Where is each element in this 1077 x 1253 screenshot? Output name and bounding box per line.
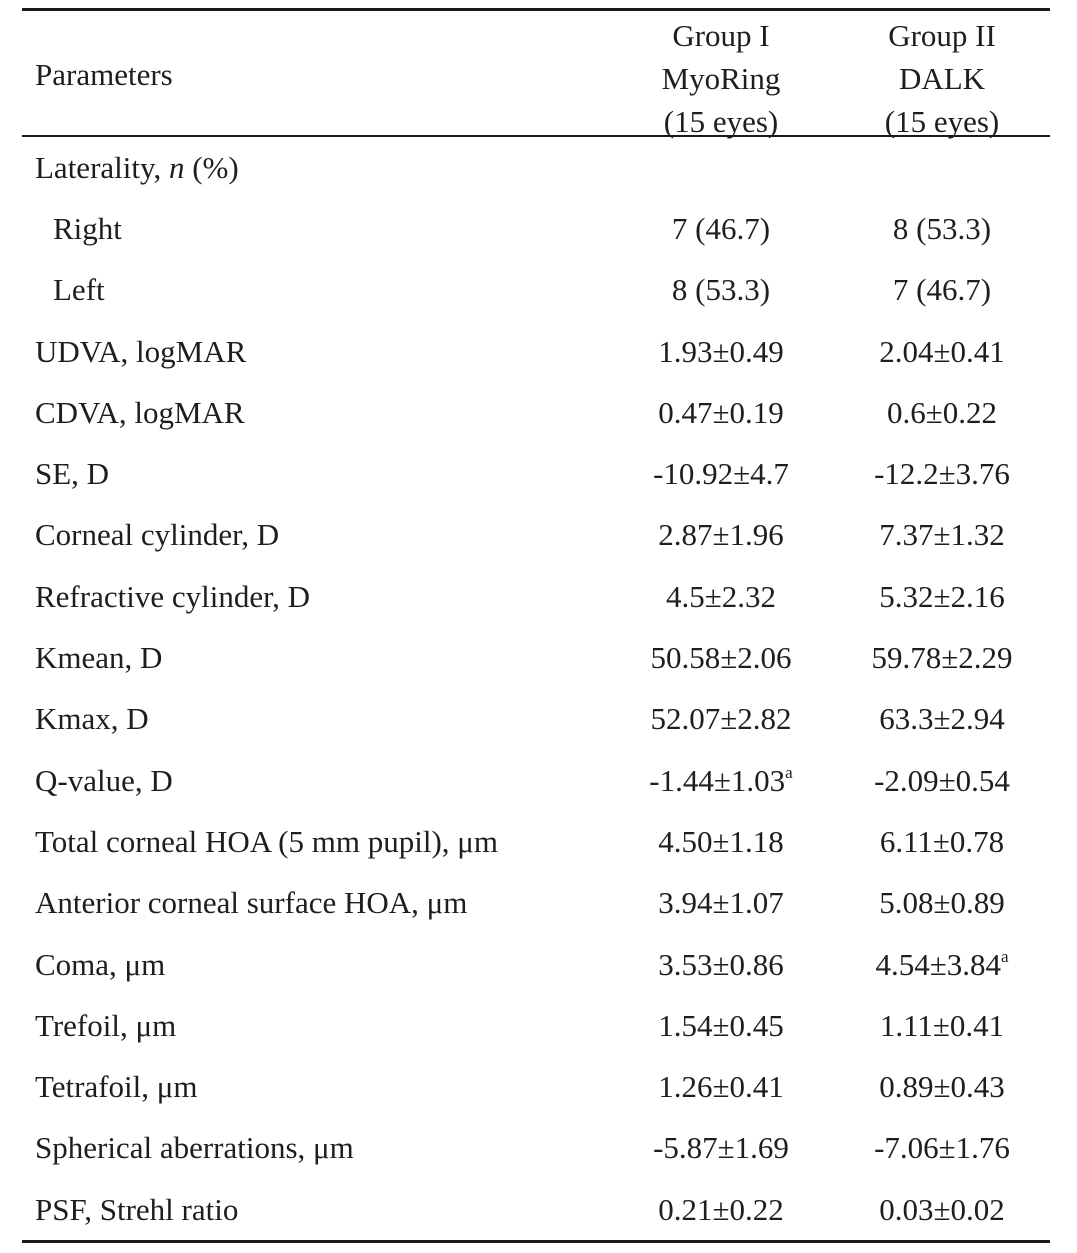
table-row bbox=[22, 811, 1050, 872]
header-group2-line3: (15 eyes) bbox=[884, 104, 1000, 139]
header-group2 bbox=[834, 11, 1050, 139]
row-label: PSF, Strehl ratio bbox=[35, 1191, 239, 1227]
group2-value: 0.89±0.43 bbox=[879, 1069, 1005, 1105]
group2-value: -12.2±3.76 bbox=[874, 456, 1010, 492]
group2-value: 1.11±0.41 bbox=[879, 1007, 1005, 1043]
header-group2-line2: DALK bbox=[898, 61, 986, 96]
row-label-tail: (%) bbox=[184, 149, 239, 185]
table-row bbox=[22, 260, 1050, 321]
table-body bbox=[22, 137, 1050, 1240]
table-row bbox=[22, 443, 1050, 504]
group1-value: 4.50±1.18 bbox=[658, 823, 784, 859]
group2-value: 5.08±0.89 bbox=[879, 885, 1005, 921]
table-row bbox=[22, 1118, 1050, 1179]
group2-value: 0.03±0.02 bbox=[879, 1191, 1005, 1227]
table-row bbox=[22, 750, 1050, 811]
group1-value bbox=[608, 763, 834, 799]
group2-value: 8 (53.3) bbox=[892, 210, 992, 246]
table-row bbox=[22, 505, 1050, 566]
row-label: Corneal cylinder, D bbox=[35, 517, 280, 553]
table-row bbox=[22, 1179, 1050, 1240]
table-row bbox=[22, 995, 1050, 1056]
header-group1-line1: Group I bbox=[672, 18, 770, 53]
row-label: UDVA, logMAR bbox=[35, 333, 247, 369]
footnote-marker: a bbox=[1000, 946, 1009, 966]
table-row bbox=[22, 566, 1050, 627]
group2-value: 5.32±2.16 bbox=[879, 578, 1005, 614]
table-row bbox=[22, 934, 1050, 995]
table-row bbox=[22, 321, 1050, 382]
group2-value: 7 (46.7) bbox=[892, 272, 992, 308]
group2-value: 2.04±0.41 bbox=[879, 333, 1005, 369]
table-row bbox=[22, 627, 1050, 688]
group1-value: 0.47±0.19 bbox=[658, 394, 784, 430]
table-row bbox=[22, 137, 1050, 198]
row-label-italic: n bbox=[168, 149, 185, 185]
row-label: SE, D bbox=[35, 456, 110, 492]
group1-value: 52.07±2.82 bbox=[650, 701, 792, 737]
header-group1-line2: MyoRing bbox=[661, 61, 781, 96]
row-label bbox=[22, 150, 608, 186]
parameters-table bbox=[22, 8, 1050, 1243]
row-label: CDVA, logMAR bbox=[35, 394, 245, 430]
group2-value: 0.6±0.22 bbox=[886, 394, 997, 430]
group2-value: 7.37±1.32 bbox=[879, 517, 1005, 553]
row-label-text: Laterality, bbox=[35, 149, 169, 185]
group2-value: 6.11±0.78 bbox=[879, 823, 1005, 859]
header-parameters: Parameters bbox=[35, 57, 173, 92]
group2-value: -7.06±1.76 bbox=[874, 1130, 1010, 1166]
header-group2-line1: Group II bbox=[888, 18, 996, 53]
row-label: Q-value, D bbox=[35, 762, 173, 798]
group1-value: 0.21±0.22 bbox=[658, 1191, 784, 1227]
group2-value: -2.09±0.54 bbox=[874, 762, 1010, 798]
row-label: Total corneal HOA (5 mm pupil), μm bbox=[35, 823, 499, 859]
group1-value: -10.92±4.7 bbox=[653, 456, 789, 492]
row-label: Trefoil, μm bbox=[35, 1007, 177, 1043]
row-label: Anterior corneal surface HOA, μm bbox=[35, 885, 468, 921]
group1-value: 50.58±2.06 bbox=[650, 640, 792, 676]
group2-value: 59.78±2.29 bbox=[871, 640, 1013, 676]
row-label: Spherical aberrations, μm bbox=[35, 1130, 354, 1166]
group1-value: 1.26±0.41 bbox=[658, 1069, 784, 1105]
row-label: Coma, μm bbox=[35, 946, 166, 982]
group1-value: 1.54±0.45 bbox=[658, 1007, 784, 1043]
header-group1-line3: (15 eyes) bbox=[663, 104, 779, 139]
group1-value: 8 (53.3) bbox=[671, 272, 771, 308]
group1-value: 3.94±1.07 bbox=[658, 885, 784, 921]
table-row bbox=[22, 382, 1050, 443]
group2-value bbox=[834, 947, 1050, 983]
row-label: Kmean, D bbox=[35, 640, 163, 676]
row-label: Kmax, D bbox=[35, 701, 149, 737]
group1-value: 7 (46.7) bbox=[671, 210, 771, 246]
row-label: Tetrafoil, μm bbox=[35, 1069, 198, 1105]
table-header bbox=[22, 11, 1050, 137]
header-group1 bbox=[608, 11, 834, 139]
row-label: Left bbox=[53, 272, 105, 308]
group2-value: 63.3±2.94 bbox=[879, 701, 1005, 737]
row-label: Refractive cylinder, D bbox=[35, 578, 311, 614]
group1-value: 3.53±0.86 bbox=[658, 946, 784, 982]
table-row bbox=[22, 689, 1050, 750]
footnote-marker: a bbox=[785, 762, 793, 782]
group1-value: 2.87±1.96 bbox=[658, 517, 784, 553]
value-text: -1.44±1.03 bbox=[649, 762, 786, 798]
group1-value: 4.5±2.32 bbox=[665, 578, 776, 614]
table-row bbox=[22, 873, 1050, 934]
group1-value: -5.87±1.69 bbox=[653, 1130, 789, 1166]
row-label: Right bbox=[53, 210, 122, 246]
group1-value: 1.93±0.49 bbox=[658, 333, 784, 369]
table-row bbox=[22, 198, 1050, 259]
table-row bbox=[22, 1056, 1050, 1117]
value-text: 4.54±3.84 bbox=[875, 946, 1001, 982]
